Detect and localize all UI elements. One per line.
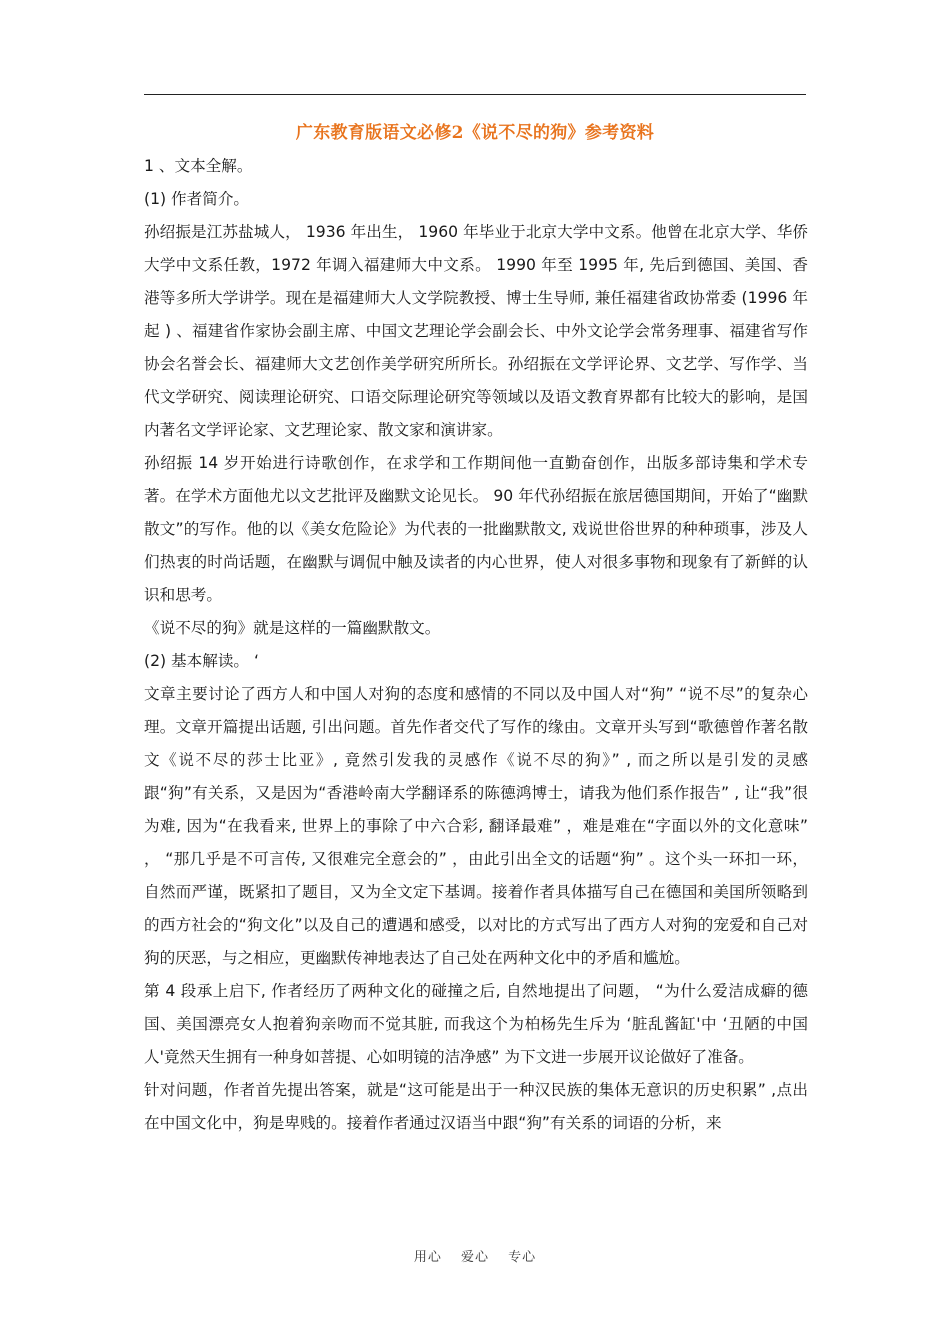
paragraph-author-works: 孙绍振 14 岁开始进行诗歌创作，在求学和工作期间他一直勤奋创作，出版多部诗集和学术专著。在学术方面他尤以文艺批评及幽默文论见长。 90 年代孙绍振在旅居德国期间，开始了“幽默散文”的写作。他的以《美女危险论》为代表的一批幽默散文, 戏说世俗世界的种种琐事，涉及人们热衷的时尚话题，在幽默与调侃中触及读者的内心世界，使人对很多事物和现象有了新鲜的认识和思考。 xyxy=(144,454,808,604)
paragraph-analysis-3: 针对问题，作者首先提出答案，就是“这可能是出于一种汉民族的集体无意识的历史积累” ,点出在中国文化中，狗是卑贱的。接着作者通过汉语当中跟“狗”有关系的词语的分析，来 xyxy=(144,1081,808,1132)
document-body xyxy=(144,150,808,1140)
paragraph-section-heading: 1 、文本全解。 xyxy=(144,157,253,175)
header-rule xyxy=(144,94,806,95)
paragraph-analysis-1: 文章主要讨论了西方人和中国人对狗的态度和感情的不同以及中国人对“狗” “说不尽”的复杂心理。文章开篇提出话题, 引出问题。首先作者交代了写作的缘由。文章开头写到“歌德曾作著名散文《说不尽的莎士比亚》, 竟然引发我的灵感作《说不尽的狗》” , 而之所以是引发的灵感跟“狗”有关系，又是因为“香港岭南大学翻译系的陈德鸿博士，请我为他们系作报告” , 让“我”很为难, 因为“在我看来, 世界上的事除了中六合彩, 翻译最难” ，难是难在“字面以外的文化意味” ， “那几乎是不可言传, 又很难完全意会的” ，由此引出全文的话题“狗” 。这个头一环扣一环，自然而严谨，既紧扣了题目，又为全文定下基调。接着作者具体描写自己在德国和美国所领略到的西方社会的“狗文化”以及自己的遭遇和感受，以对比的方式写出了西方人对狗的宠爱和自己对狗的厌恶，与之相应，更幽默传神地表达了自己处在两种文化中的矛盾和尴尬。 xyxy=(144,685,808,967)
page-footer: 用心 爱心 专心 xyxy=(413,1250,537,1265)
paragraph-author-bio: 孙绍振是江苏盐城人， 1936 年出生， 1960 年毕业于北京大学中文系。他曾在北京大学、华侨大学中文系任教，1972 年调入福建师大中文系。 1990 年至 1995 年, 先后到德国、美国、香港等多所大学讲学。现在是福建师大人文学院教授、博士生导师, 兼任福建省政协常委 (1996 年起 ) 、福建省作家协会副主席、中国文艺理论学会副会长、中外文论学会常务理事、福建省写作协会名誉会长、福建师大文艺创作美学研究所所长。孙绍振在文学评论界、文艺学、写作学、当代文学研究、阅读理论研究、口语交际理论研究等领域以及语文教育界都有比较大的影响，是国内著名文学评论家、文艺理论家、散文家和演讲家。 xyxy=(144,223,808,439)
paragraph-essay-intro: 《说不尽的狗》就是这样的一篇幽默散文。 xyxy=(144,619,441,637)
paragraph-analysis-2: 第 4 段承上启下, 作者经历了两种文化的碰撞之后, 自然地提出了问题， “为什么爱洁成癖的德国、美国漂亮女人抱着狗亲吻而不觉其脏, 而我这个为柏杨先生斥为 ‘脏乱酱缸'中 ‘丑陋的中国人'竟然天生拥有一种身如菩提、心如明镜的洁净感” 为下文进一步展开议论做好了准备。 xyxy=(144,982,808,1066)
paragraph-reading-heading: (2) 基本解读。 ‘ xyxy=(144,652,259,670)
document-title: 广东教育版语文必修2《说不尽的狗》参考资料 xyxy=(295,123,655,143)
paragraph-author-heading: (1) 作者简介。 xyxy=(144,190,250,208)
